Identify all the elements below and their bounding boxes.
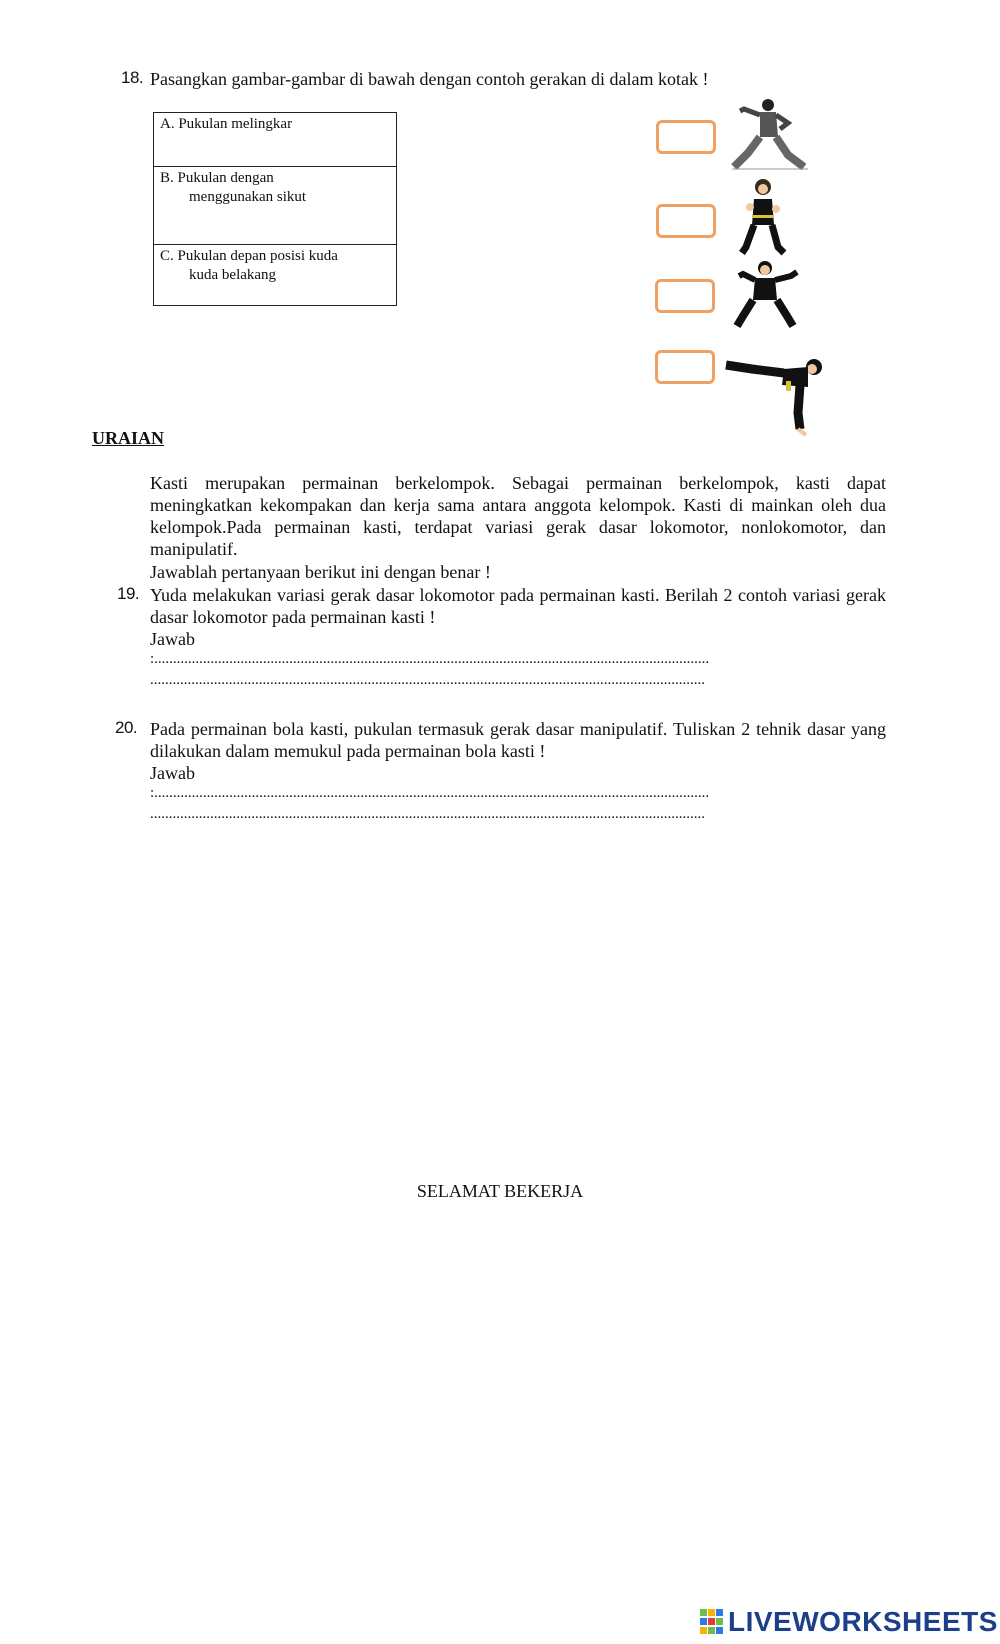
question-20-number: 20. bbox=[115, 718, 138, 737]
section-heading-uraian: URAIAN bbox=[92, 428, 164, 448]
option-b-row bbox=[154, 167, 397, 245]
option-a-label: A. Pukulan melingkar bbox=[160, 116, 293, 132]
question-19-number: 19. bbox=[117, 584, 140, 603]
uraian-instruction: Jawablah pertanyaan berikut ini dengan benar ! bbox=[150, 562, 491, 582]
liveworksheets-logo bbox=[700, 1606, 998, 1638]
option-c-row bbox=[154, 245, 397, 306]
answer-box-2[interactable] bbox=[656, 204, 716, 238]
answer-box-3[interactable] bbox=[655, 279, 715, 313]
question-19-answer-label: Jawab bbox=[150, 629, 195, 649]
question-18-number: 18. bbox=[121, 68, 144, 87]
martial-artist-side-kick-icon bbox=[722, 355, 832, 439]
option-b-label: B. Pukulan dengan bbox=[160, 170, 274, 186]
question-18-text: Pasangkan gambar-gambar di bawah dengan contoh gerakan di dalam kotak ! bbox=[150, 69, 709, 89]
question-20-answer-line-2[interactable]: .................................................................................................................................................... bbox=[150, 806, 705, 822]
option-c-label: C. Pukulan depan posisi kuda bbox=[160, 248, 338, 264]
option-a-row bbox=[154, 113, 397, 167]
question-19-text: Yuda melakukan variasi gerak dasar lokomotor pada permainan kasti. Berilah 2 contoh variasi gerak dasar lokomotor pada permainan kasti ! bbox=[150, 585, 886, 627]
liveworksheets-brand-text: LIVEWORKSHEETS bbox=[728, 1606, 998, 1637]
question-19-answer-line-2[interactable]: .................................................................................................................................................... bbox=[150, 672, 705, 688]
option-b-label-cont: menggunakan sikut bbox=[189, 189, 307, 205]
question-19-answer-line-1[interactable]: :.................................................................................................................................................... bbox=[150, 651, 710, 667]
martial-artist-wide-stance-icon bbox=[733, 258, 801, 330]
liveworksheets-logo-icon bbox=[700, 1609, 724, 1635]
options-table bbox=[153, 112, 397, 306]
question-20-answer-line-1[interactable]: :.................................................................................................................................................... bbox=[150, 785, 710, 801]
answer-box-4[interactable] bbox=[655, 350, 715, 384]
answer-box-1[interactable] bbox=[656, 120, 716, 154]
uraian-intro-paragraph: Kasti merupakan permainan berkelompok. Sebagai permainan berkelompok, kasti dapat meningkatkan kekompakan dan kerja sama antara anggota kelompok. Kasti di mainkan oleh dua kelompok.Pada permainan kasti, terdapat variasi gerak dasar lokomotor, nonlokomotor, dan manipulatif. bbox=[150, 473, 886, 559]
option-c-label-cont: kuda belakang bbox=[189, 267, 277, 283]
girl-fighting-stance-icon bbox=[738, 177, 790, 257]
question-20-answer-label: Jawab bbox=[150, 763, 195, 783]
martial-artist-horse-stance-icon bbox=[730, 95, 810, 175]
closing-text: SELAMAT BEKERJA bbox=[416, 1181, 584, 1201]
question-20-text: Pada permainan bola kasti, pukulan termasuk gerak dasar manipulatif. Tuliskan 2 tehnik dasar yang dilakukan dalam memukul pada permainan bola kasti ! bbox=[150, 719, 886, 761]
